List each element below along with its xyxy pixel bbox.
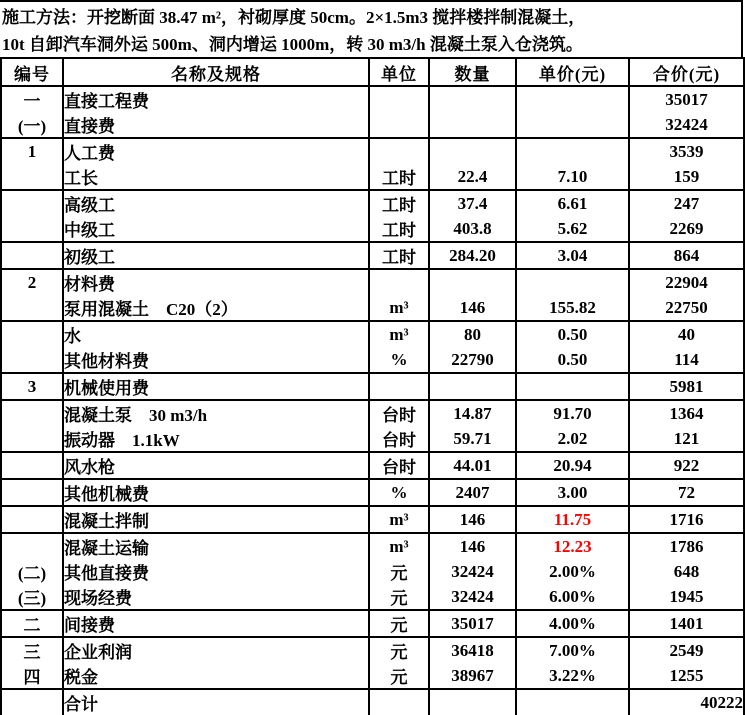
- cell-name: 其他机械费: [63, 479, 369, 506]
- note-line1: 施工方法：开挖断面 38.47 m²，衬砌厚度 50cm。2×1.5m3 搅拌楼拌制混凝土，: [2, 8, 586, 27]
- cell-qty: 284.20: [429, 242, 516, 269]
- cell-no: (二): [1, 559, 63, 584]
- cell-no: [1, 347, 63, 373]
- cell-price: [516, 689, 629, 715]
- cell-price: 3.22%: [516, 663, 629, 689]
- cell-qty: 59.71: [429, 426, 516, 452]
- cell-qty: 22790: [429, 347, 516, 373]
- column-header-no: 编号: [1, 58, 63, 86]
- cell-unit: m³: [369, 506, 429, 533]
- cell-name: 税金: [63, 663, 369, 689]
- cell-total: 22750: [629, 295, 744, 321]
- cell-no: [1, 321, 63, 347]
- cell-total: 72: [629, 479, 744, 506]
- cell-total: 1364: [629, 400, 744, 426]
- cell-total: 32424: [629, 112, 744, 138]
- cell-unit: 台时: [369, 400, 429, 426]
- cell-price: 0.50: [516, 347, 629, 373]
- table-row: [1, 112, 744, 138]
- cell-qty: 403.8: [429, 216, 516, 242]
- cell-unit: 台时: [369, 452, 429, 479]
- cell-total: 3539: [629, 138, 744, 164]
- table-row: [1, 347, 744, 373]
- cell-name: 间接费: [63, 610, 369, 637]
- cell-name: 水: [63, 321, 369, 347]
- cell-name: 其他直接费: [63, 559, 369, 584]
- cell-name: 其他材料费: [63, 347, 369, 373]
- cell-unit: 元: [369, 610, 429, 637]
- cell-qty: 146: [429, 506, 516, 533]
- cell-name: 直接工程费: [63, 86, 369, 112]
- cell-price: 20.94: [516, 452, 629, 479]
- cell-unit: 工时: [369, 190, 429, 216]
- cell-name: 中级工: [63, 216, 369, 242]
- cell-price: 5.62: [516, 216, 629, 242]
- cell-unit: m³: [369, 533, 429, 559]
- cell-total: 1786: [629, 533, 744, 559]
- cell-unit: 元: [369, 663, 429, 689]
- cell-total: 1716: [629, 506, 744, 533]
- cell-price: 11.75: [516, 506, 629, 533]
- cell-unit: 工时: [369, 164, 429, 190]
- cell-name: 机械使用费: [63, 373, 369, 400]
- cell-price: 3.00: [516, 479, 629, 506]
- cell-no: [1, 506, 63, 533]
- cell-no: 3: [1, 373, 63, 400]
- cell-qty: 14.87: [429, 400, 516, 426]
- column-header-total: 合价(元): [629, 58, 744, 86]
- table-header-row: [1, 58, 744, 86]
- cell-price: [516, 138, 629, 164]
- cell-qty: 32424: [429, 584, 516, 610]
- cell-unit: 元: [369, 559, 429, 584]
- cell-price: 4.00%: [516, 610, 629, 637]
- table-row: [1, 269, 744, 295]
- cell-price: [516, 373, 629, 400]
- cell-qty: 44.01: [429, 452, 516, 479]
- cost-table-body: [1, 86, 744, 715]
- cell-qty: 38967: [429, 663, 516, 689]
- cell-name: 企业利润: [63, 637, 369, 663]
- cell-name: 风水枪: [63, 452, 369, 479]
- table-row: [1, 216, 744, 242]
- table-row: [1, 190, 744, 216]
- cell-name: 泵用混凝土 C20（2）: [63, 295, 369, 321]
- cell-total: 247: [629, 190, 744, 216]
- cell-unit: 元: [369, 584, 429, 610]
- cell-qty: 146: [429, 533, 516, 559]
- cell-name: 工长: [63, 164, 369, 190]
- table-row: [1, 610, 744, 637]
- cell-no: 三: [1, 637, 63, 663]
- cell-price: 6.00%: [516, 584, 629, 610]
- cell-unit: [369, 112, 429, 138]
- cell-total: 2549: [629, 637, 744, 663]
- cell-total: 648: [629, 559, 744, 584]
- table-row: [1, 584, 744, 610]
- cell-total: 864: [629, 242, 744, 269]
- cell-no: [1, 190, 63, 216]
- cell-price: 7.10: [516, 164, 629, 190]
- cell-qty: 37.4: [429, 190, 516, 216]
- cell-no: [1, 164, 63, 190]
- cell-qty: [429, 112, 516, 138]
- cell-name: 直接费: [63, 112, 369, 138]
- cell-price: [516, 112, 629, 138]
- cell-total: 40222: [629, 689, 744, 715]
- cell-unit: [369, 138, 429, 164]
- cell-unit: %: [369, 479, 429, 506]
- cell-no: [1, 479, 63, 506]
- cell-no: [1, 426, 63, 452]
- cell-no: [1, 533, 63, 559]
- cell-price: 155.82: [516, 295, 629, 321]
- cell-price: 6.61: [516, 190, 629, 216]
- cell-no: 2: [1, 269, 63, 295]
- cell-name: 材料费: [63, 269, 369, 295]
- cell-unit: %: [369, 347, 429, 373]
- cell-total: 114: [629, 347, 744, 373]
- cell-no: 一: [1, 86, 63, 112]
- table-row: [1, 86, 744, 112]
- cell-name: 合计: [63, 689, 369, 715]
- cell-no: [1, 400, 63, 426]
- cell-qty: [429, 138, 516, 164]
- table-row: [1, 426, 744, 452]
- cell-unit: 台时: [369, 426, 429, 452]
- cell-unit: 工时: [369, 242, 429, 269]
- cell-no: (三): [1, 584, 63, 610]
- table-row: [1, 373, 744, 400]
- table-row: [1, 164, 744, 190]
- cell-no: [1, 242, 63, 269]
- cell-total: 159: [629, 164, 744, 190]
- cell-no: [1, 216, 63, 242]
- cell-price: 2.02: [516, 426, 629, 452]
- cell-price: 3.04: [516, 242, 629, 269]
- cell-total: 121: [629, 426, 744, 452]
- cell-unit: 工时: [369, 216, 429, 242]
- note-line2: 10t 自卸汽车洞外运 500m、洞内增运 1000m，转 30 m3/h 混凝土泵入仓浇筑。: [2, 35, 583, 54]
- cell-price: 12.23: [516, 533, 629, 559]
- table-row: [1, 663, 744, 689]
- cell-qty: [429, 269, 516, 295]
- cell-qty: [429, 86, 516, 112]
- cell-total: 1401: [629, 610, 744, 637]
- cell-qty: 36418: [429, 637, 516, 663]
- table-row: [1, 400, 744, 426]
- table-row: [1, 295, 744, 321]
- cell-qty: 32424: [429, 559, 516, 584]
- cell-total: 922: [629, 452, 744, 479]
- cell-price: 2.00%: [516, 559, 629, 584]
- cell-unit: [369, 373, 429, 400]
- cell-qty: 2407: [429, 479, 516, 506]
- column-header-name: 名称及规格: [63, 58, 369, 86]
- cell-name: 混凝土泵 30 m3/h: [63, 400, 369, 426]
- cell-unit: [369, 689, 429, 715]
- cell-no: 1: [1, 138, 63, 164]
- cell-qty: [429, 373, 516, 400]
- cell-total: 40: [629, 321, 744, 347]
- cell-unit: 元: [369, 637, 429, 663]
- cell-name: 人工费: [63, 138, 369, 164]
- column-header-qty: 数量: [429, 58, 516, 86]
- cell-name: 高级工: [63, 190, 369, 216]
- cell-price: 7.00%: [516, 637, 629, 663]
- cell-total: 35017: [629, 86, 744, 112]
- cell-unit: [369, 269, 429, 295]
- table-row: [1, 452, 744, 479]
- cell-no: [1, 452, 63, 479]
- table-row: [1, 533, 744, 559]
- cell-no: (一): [1, 112, 63, 138]
- cell-price: [516, 269, 629, 295]
- table-row: [1, 559, 744, 584]
- cell-price: 0.50: [516, 321, 629, 347]
- table-row: [1, 479, 744, 506]
- cell-no: [1, 295, 63, 321]
- cell-no: 二: [1, 610, 63, 637]
- cell-qty: 80: [429, 321, 516, 347]
- cell-name: 混凝土运输: [63, 533, 369, 559]
- cell-unit: [369, 86, 429, 112]
- cell-qty: [429, 689, 516, 715]
- construction-method-note: [0, 0, 743, 57]
- cell-unit: m³: [369, 321, 429, 347]
- table-row: [1, 689, 744, 715]
- table-row: [1, 138, 744, 164]
- cell-name: 混凝土拌制: [63, 506, 369, 533]
- table-row: [1, 506, 744, 533]
- cell-no: 四: [1, 663, 63, 689]
- cell-price: 91.70: [516, 400, 629, 426]
- cell-unit: m³: [369, 295, 429, 321]
- cell-qty: 35017: [429, 610, 516, 637]
- table-row: [1, 321, 744, 347]
- cell-name: 现场经费: [63, 584, 369, 610]
- table-row: [1, 242, 744, 269]
- cell-qty: 22.4: [429, 164, 516, 190]
- cell-name: 初级工: [63, 242, 369, 269]
- cell-no: [1, 689, 63, 715]
- column-header-price: 单价(元): [516, 58, 629, 86]
- cost-table: [0, 57, 745, 715]
- cell-price: [516, 86, 629, 112]
- cell-total: 1255: [629, 663, 744, 689]
- cell-total: 2269: [629, 216, 744, 242]
- table-row: [1, 637, 744, 663]
- cell-total: 22904: [629, 269, 744, 295]
- cell-qty: 146: [429, 295, 516, 321]
- column-header-unit: 单位: [369, 58, 429, 86]
- cell-total: 5981: [629, 373, 744, 400]
- cell-name: 振动器 1.1kW: [63, 426, 369, 452]
- cell-total: 1945: [629, 584, 744, 610]
